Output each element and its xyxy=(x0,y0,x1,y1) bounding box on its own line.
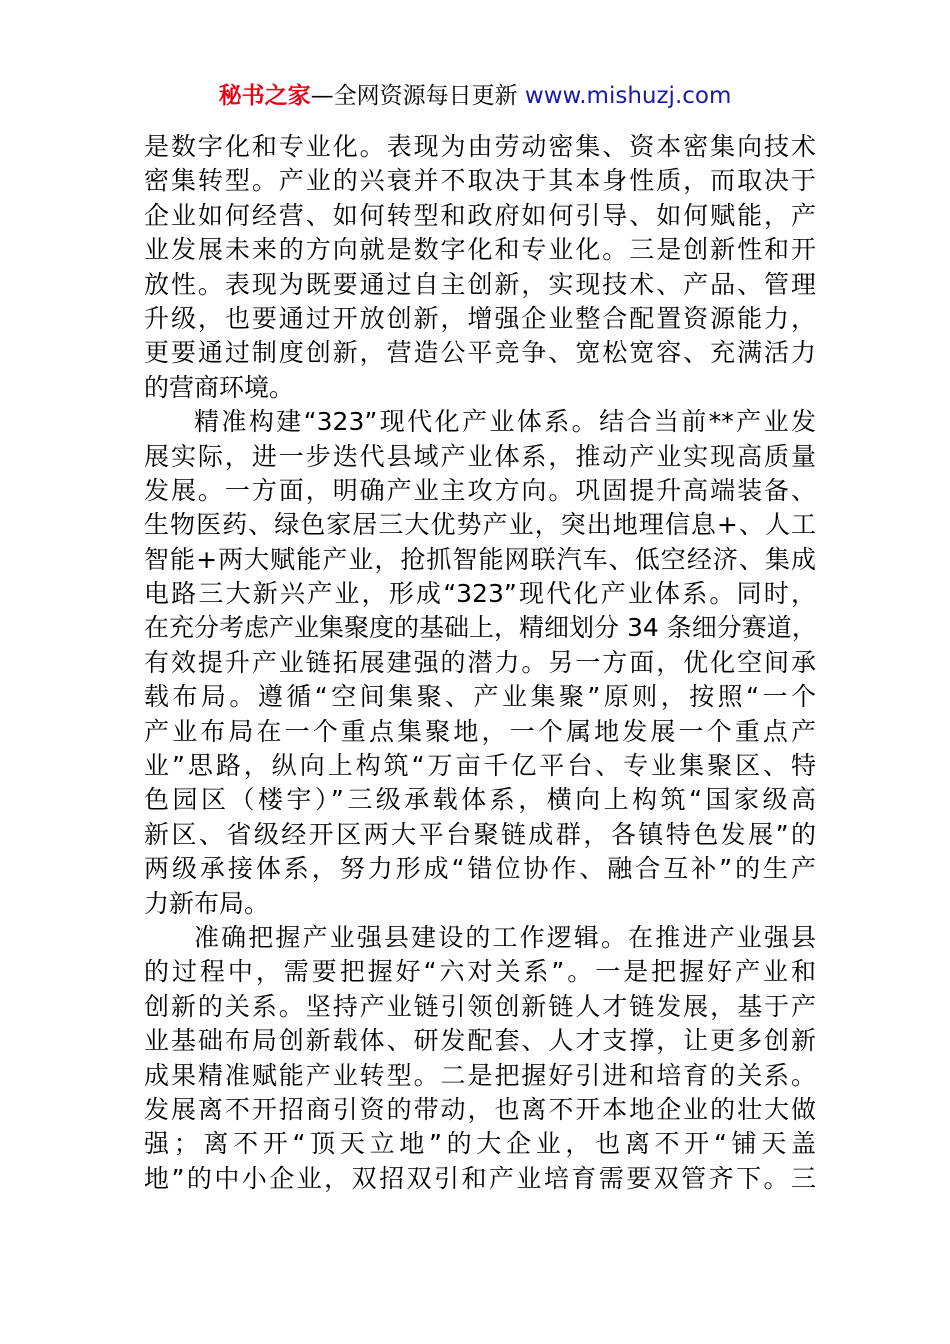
text-line: 业”思路，纵向上构筑“万亩千亿平台、专业集聚区、特 xyxy=(144,751,816,781)
document-body xyxy=(144,130,816,1196)
site-brand: 秘书之家 xyxy=(218,83,311,109)
text-line: 升级，也要通过开放创新，增强企业整合配置资源能力， xyxy=(144,303,816,333)
text-line: 发展。一方面，明确产业主攻方向。巩固提升高端装备、 xyxy=(144,475,816,505)
text-line: 力新布局。 xyxy=(144,888,270,918)
text-line: 载布局。遵循“空间集聚、产业集聚”原则，按照“一个 xyxy=(144,682,816,712)
text-line: 色园区（楼宇）”三级承载体系，横向上构筑“国家级高 xyxy=(144,785,816,815)
text-line: 有效提升产业链拓展建强的潜力。另一方面，优化空间承 xyxy=(144,647,816,677)
text-line: 生物医药、绿色家居三大优势产业，突出地理信息+、人工 xyxy=(144,510,816,540)
paragraph-first-line: 精准构建“323”现代化产业体系。结合当前**产业发 xyxy=(194,407,816,437)
text-line: 地”的中小企业，双招双引和产业培育需要双管齐下。三 xyxy=(144,1163,816,1193)
text-line: 发展离不开招商引资的带动，也离不开本地企业的壮大做 xyxy=(144,1094,816,1124)
text-line: 是数字化和专业化。表现为由劳动密集、资本密集向技术 xyxy=(144,132,816,161)
text-line: 企业如何经营、如何转型和政府如何引导、如何赋能，产 xyxy=(144,200,816,230)
text-line: 新区、省级经开区两大平台聚链成群，各镇特色发展”的 xyxy=(144,819,816,849)
text-line: 的过程中，需要把握好“六对关系”。一是把握好产业和 xyxy=(144,957,816,987)
site-tagline: —全网资源每日更新 xyxy=(310,83,525,109)
text-line: 放性。表现为既要通过自主创新，实现技术、产品、管理 xyxy=(144,269,816,299)
site-url-link[interactable]: www.mishuzj.com xyxy=(524,83,732,109)
text-line: 业发展未来的方向就是数字化和专业化。三是创新性和开 xyxy=(144,235,816,265)
text-line: 成果精准赋能产业转型。二是把握好引进和培育的关系。 xyxy=(144,1060,816,1090)
text-line: 展实际，进一步迭代县域产业体系，推动产业实现高质量 xyxy=(144,441,816,471)
text-line: 两级承接体系，努力形成“错位协作、融合互补”的生产 xyxy=(144,854,816,884)
text-line: 强；离不开“顶天立地”的大企业，也离不开“铺天盖 xyxy=(144,1129,816,1159)
text-line: 业基础布局创新载体、研发配套、人才支撑，让更多创新 xyxy=(144,1026,816,1056)
text-line: 产业布局在一个重点集聚地，一个属地发展一个重点产 xyxy=(144,716,816,746)
site-header xyxy=(0,80,950,112)
text-line: 的营商环境。 xyxy=(144,372,295,402)
text-line: 更要通过制度创新，营造公平竞争、宽松宽容、充满活力 xyxy=(144,338,816,368)
text-line: 密集转型。产业的兴衰并不取决于其本身性质，而取决于 xyxy=(144,166,816,196)
text-line: 创新的关系。坚持产业链引领创新链人才链发展，基于产 xyxy=(144,991,816,1021)
paragraph-first-line: 准确把握产业强县建设的工作逻辑。在推进产业强县 xyxy=(194,922,816,952)
text-line: 智能+两大赋能产业，抢抓智能网联汽车、低空经济、集成 xyxy=(144,544,816,574)
text-line: 电路三大新兴产业，形成“323”现代化产业体系。同时， xyxy=(144,579,816,609)
text-line: 在充分考虑产业集聚度的基础上，精细划分 34 条细分赛道， xyxy=(144,613,817,643)
